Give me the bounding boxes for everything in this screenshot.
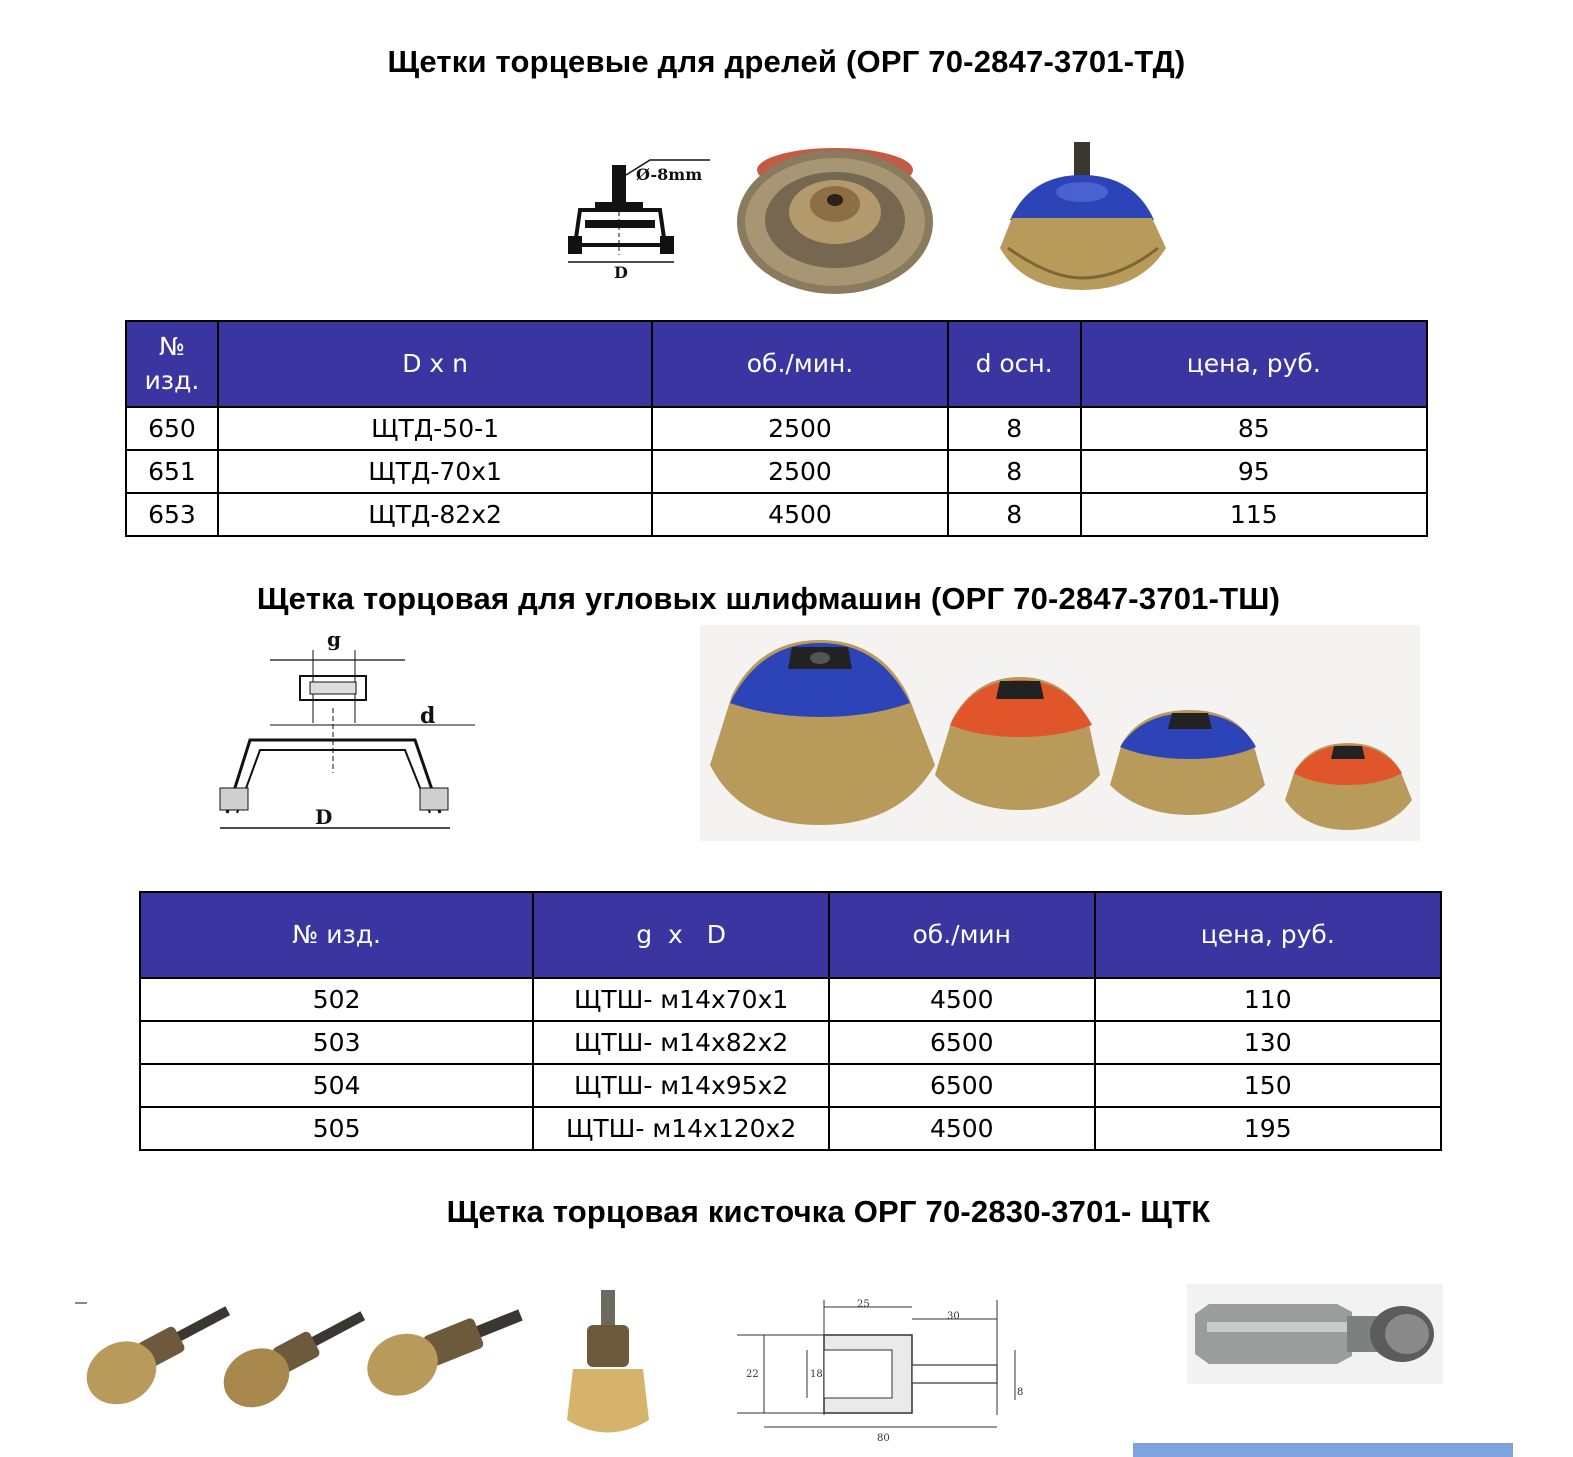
table-cell: 195 [1095, 1107, 1441, 1150]
table-cell: ЩТД-70х1 [218, 450, 652, 493]
table-row [140, 978, 1441, 1021]
column-header: g x D [533, 892, 829, 978]
table-row [140, 1107, 1441, 1150]
table-row [126, 450, 1427, 493]
dimension-label: 8 [1017, 1387, 1024, 1398]
table-cell: 503 [140, 1021, 533, 1064]
dimension-label: 80 [877, 1433, 890, 1444]
dimension-label: 18 [810, 1369, 823, 1380]
section2-title: Щетка торцовая для угловых шлифмашин (ОРГ 70-2847-3701-ТШ) [256, 581, 1281, 616]
table-cell: 502 [140, 978, 533, 1021]
table-cell: ЩТШ- м14х95х2 [533, 1064, 829, 1107]
dimension-label: 25 [857, 1299, 870, 1310]
drill-brush-table [125, 320, 1428, 537]
table-row [140, 1021, 1441, 1064]
table-cell: 2500 [652, 450, 947, 493]
section3-title: Щетка торцовая кисточка ОРГ 70-2830-3701- ЩТК [446, 1194, 1211, 1229]
table-cell: ЩТШ- м14х120х2 [533, 1107, 829, 1150]
table-cell: ЩТД-82х2 [218, 493, 652, 536]
table-cell: 650 [126, 407, 218, 450]
table-cell: ЩТШ- м14х70х1 [533, 978, 829, 1021]
table-cell: 8 [948, 407, 1081, 450]
table-cell: 110 [1095, 978, 1441, 1021]
drill-brush-photo-blue [990, 140, 1175, 300]
table-cell: 4500 [652, 493, 947, 536]
thread-label: g [327, 628, 341, 651]
column-header: d осн. [948, 321, 1081, 407]
column-header: об./мин [829, 892, 1095, 978]
grinder-brush-table [139, 891, 1442, 1151]
end-brush-side-photo [1187, 1284, 1443, 1384]
bore-label: d [420, 703, 436, 729]
table-cell: 115 [1081, 493, 1427, 536]
grinder-brushes-photo [700, 625, 1420, 841]
table-header-row [140, 892, 1441, 978]
diameter-label: D [614, 263, 628, 280]
diameter-label: D [315, 805, 333, 829]
table-cell: 2500 [652, 407, 947, 450]
table-cell: 130 [1095, 1021, 1441, 1064]
table-cell: 6500 [829, 1064, 1095, 1107]
shaft-diameter-label: Ø-8mm [636, 165, 703, 184]
table-cell: 6500 [829, 1021, 1095, 1064]
table-cell: 505 [140, 1107, 533, 1150]
column-header: № изд. [140, 892, 533, 978]
column-header: цена, руб. [1095, 892, 1441, 978]
table-cell: 95 [1081, 450, 1427, 493]
table-cell: 4500 [829, 1107, 1095, 1150]
table-cell: 150 [1095, 1064, 1441, 1107]
table-cell: 8 [948, 450, 1081, 493]
table-cell: ЩТШ- м14х82х2 [533, 1021, 829, 1064]
section1-title: Щетки торцевые для дрелей (ОРГ 70-2847-3701-ТД) [387, 44, 1186, 79]
end-brushes-photo [75, 1285, 675, 1450]
dimension-label: 30 [947, 1311, 960, 1322]
table-header-row [126, 321, 1427, 407]
table-cell: 8 [948, 493, 1081, 536]
column-header: об./мин. [652, 321, 947, 407]
end-brush-diagram [732, 1295, 1032, 1445]
column-header: № изд. [126, 321, 218, 407]
table-row [140, 1064, 1441, 1107]
grinder-brush-diagram [215, 628, 480, 838]
dimension-label: 22 [746, 1369, 759, 1380]
drill-brush-photo-bottom [735, 140, 935, 300]
table-cell: 4500 [829, 978, 1095, 1021]
page-footer-bar [1133, 1443, 1513, 1457]
column-header: цена, руб. [1081, 321, 1427, 407]
table-cell: 653 [126, 493, 218, 536]
table-cell: 504 [140, 1064, 533, 1107]
table-row [126, 493, 1427, 536]
table-cell: 651 [126, 450, 218, 493]
table-row [126, 407, 1427, 450]
table-cell: ЩТД-50-1 [218, 407, 652, 450]
drill-brush-diagram [560, 150, 730, 280]
column-header: D x n [218, 321, 652, 407]
table-cell: 85 [1081, 407, 1427, 450]
